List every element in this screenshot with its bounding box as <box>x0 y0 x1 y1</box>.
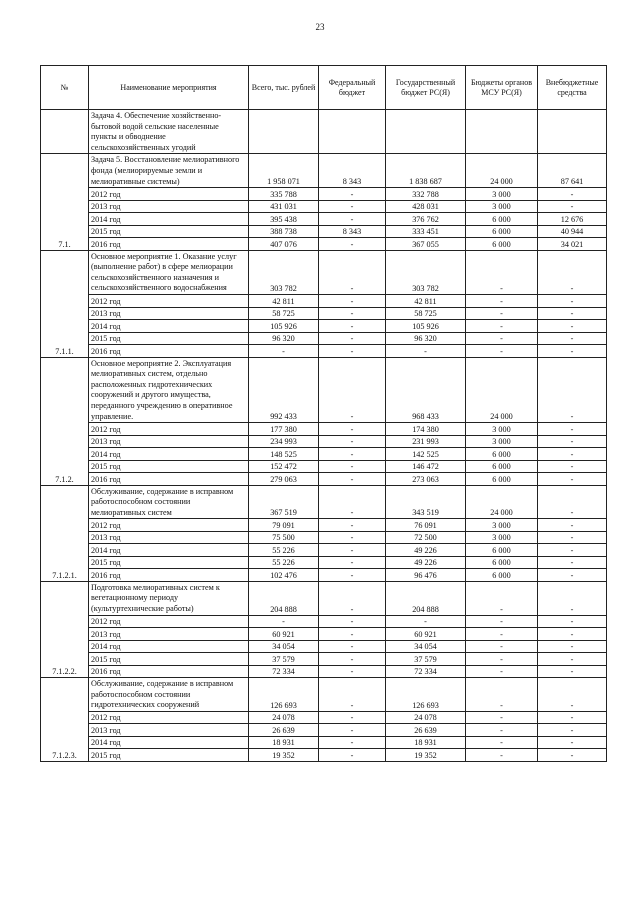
year-msu-cell: - <box>466 736 538 749</box>
year-total-cell: 55 226 <box>249 544 319 557</box>
year-msu-cell: 3 000 <box>466 188 538 201</box>
year-total-cell: 42 811 <box>249 295 319 308</box>
year-extra-cell: - <box>538 556 607 569</box>
year-extra-cell: 12 676 <box>538 213 607 226</box>
year-federal-cell: - <box>319 749 386 762</box>
year-state-cell: 146 472 <box>386 460 466 473</box>
year-total-cell: - <box>249 615 319 628</box>
year-total-cell: 72 334 <box>249 665 319 678</box>
year-row <box>41 345 607 358</box>
year-label: 2013 год <box>89 435 249 448</box>
year-total-cell: 58 725 <box>249 307 319 320</box>
year-label: 2013 год <box>89 531 249 544</box>
year-state-cell: 34 054 <box>386 640 466 653</box>
year-total-cell: 37 579 <box>249 653 319 666</box>
block-msu-cell: 24 000 <box>466 485 538 519</box>
year-federal-cell: - <box>319 448 386 461</box>
year-row <box>41 307 607 320</box>
header-num: № <box>41 66 89 110</box>
year-state-cell: 49 226 <box>386 556 466 569</box>
year-msu-cell: 6 000 <box>466 569 538 582</box>
year-federal-cell: - <box>319 213 386 226</box>
year-msu-cell: - <box>466 332 538 345</box>
year-federal-cell: - <box>319 736 386 749</box>
year-label: 2013 год <box>89 307 249 320</box>
year-extra-cell: - <box>538 332 607 345</box>
year-state-cell: 273 063 <box>386 473 466 486</box>
year-state-cell: 174 380 <box>386 423 466 436</box>
year-row <box>41 448 607 461</box>
year-federal-cell: - <box>319 473 386 486</box>
year-msu-cell: 3 000 <box>466 519 538 532</box>
year-row <box>41 724 607 737</box>
year-label: 2013 год <box>89 200 249 213</box>
year-msu-cell: - <box>466 665 538 678</box>
year-extra-cell: - <box>538 435 607 448</box>
year-extra-cell: - <box>538 473 607 486</box>
year-total-cell: 105 926 <box>249 320 319 333</box>
year-total-cell: 395 438 <box>249 213 319 226</box>
year-federal-cell: - <box>319 665 386 678</box>
year-label: 2012 год <box>89 615 249 628</box>
year-msu-cell: - <box>466 307 538 320</box>
year-label: 2014 год <box>89 544 249 557</box>
year-row <box>41 188 607 201</box>
year-extra-cell: - <box>538 519 607 532</box>
year-state-cell: 96 476 <box>386 569 466 582</box>
year-federal-cell: - <box>319 200 386 213</box>
year-row <box>41 225 607 238</box>
year-row <box>41 519 607 532</box>
block-number: 7.1.2.3. <box>41 678 89 762</box>
year-msu-cell: 6 000 <box>466 448 538 461</box>
block-row <box>41 581 607 615</box>
block-name: Задача 5. Восстановление мелиоративного фонда (мелиорируемые земли и мелиоративные системы) <box>89 154 249 188</box>
block-state-cell: 204 888 <box>386 581 466 615</box>
year-extra-cell: - <box>538 295 607 308</box>
year-label: 2015 год <box>89 225 249 238</box>
year-label: 2016 год <box>89 345 249 358</box>
year-msu-cell: - <box>466 628 538 641</box>
year-state-cell: 105 926 <box>386 320 466 333</box>
year-extra-cell: - <box>538 569 607 582</box>
year-row <box>41 238 607 251</box>
year-total-cell: 18 931 <box>249 736 319 749</box>
year-extra-cell: - <box>538 653 607 666</box>
block-name: Обслуживание, содержание в исправном работоспособном состоянии мелиоративных систем <box>89 485 249 519</box>
year-total-cell: 26 639 <box>249 724 319 737</box>
year-msu-cell: 6 000 <box>466 213 538 226</box>
year-msu-cell: 6 000 <box>466 556 538 569</box>
block-state-cell: 968 433 <box>386 357 466 423</box>
year-extra-cell: - <box>538 307 607 320</box>
year-msu-cell: - <box>466 320 538 333</box>
block-federal-cell: - <box>319 485 386 519</box>
year-label: 2015 год <box>89 460 249 473</box>
year-msu-cell: 3 000 <box>466 531 538 544</box>
year-row <box>41 556 607 569</box>
block-name: Обслуживание, содержание в исправном работоспособном состоянии гидротехнических сооружений <box>89 678 249 712</box>
year-state-cell: 18 931 <box>386 736 466 749</box>
block-state-cell: 343 519 <box>386 485 466 519</box>
year-federal-cell: - <box>319 544 386 557</box>
year-extra-cell: - <box>538 448 607 461</box>
year-federal-cell: - <box>319 569 386 582</box>
year-msu-cell: - <box>466 615 538 628</box>
year-label: 2012 год <box>89 711 249 724</box>
block-row <box>41 250 607 294</box>
task4-row <box>41 110 607 154</box>
year-label: 2014 год <box>89 736 249 749</box>
block-extra-cell: - <box>538 581 607 615</box>
block-name: Основное мероприятие 1. Оказание услуг (выполнение работ) в сфере мелиорации сельскохозяйственного назначения и сельскохозяйственного водоснабжения <box>89 250 249 294</box>
year-msu-cell: 3 000 <box>466 423 538 436</box>
header-state: Государственный бюджет РС(Я) <box>386 66 466 110</box>
year-label: 2015 год <box>89 749 249 762</box>
year-row <box>41 213 607 226</box>
year-federal-cell: - <box>319 295 386 308</box>
year-total-cell: 407 076 <box>249 238 319 251</box>
block-number: 7.1. <box>41 154 89 250</box>
table-body <box>41 110 607 762</box>
year-federal-cell: - <box>319 307 386 320</box>
year-extra-cell: - <box>538 628 607 641</box>
header-federal: Федеральный бюджет <box>319 66 386 110</box>
year-extra-cell: - <box>538 460 607 473</box>
year-msu-cell: 6 000 <box>466 544 538 557</box>
block-row <box>41 678 607 712</box>
block-extra-cell: - <box>538 250 607 294</box>
year-federal-cell: - <box>319 711 386 724</box>
year-state-cell: 333 451 <box>386 225 466 238</box>
year-state-cell: 376 762 <box>386 213 466 226</box>
year-extra-cell: - <box>538 188 607 201</box>
year-state-cell: 428 031 <box>386 200 466 213</box>
block-msu-cell: 24 000 <box>466 357 538 423</box>
year-row <box>41 320 607 333</box>
year-state-cell: 58 725 <box>386 307 466 320</box>
year-label: 2014 год <box>89 213 249 226</box>
year-state-cell: 72 500 <box>386 531 466 544</box>
budget-table <box>40 65 607 762</box>
year-label: 2015 год <box>89 556 249 569</box>
year-label: 2015 год <box>89 653 249 666</box>
year-federal-cell: - <box>319 435 386 448</box>
year-state-cell: 367 055 <box>386 238 466 251</box>
year-state-cell: 142 525 <box>386 448 466 461</box>
year-total-cell: - <box>249 345 319 358</box>
year-label: 2014 год <box>89 448 249 461</box>
year-msu-cell: 3 000 <box>466 435 538 448</box>
year-row <box>41 460 607 473</box>
year-state-cell: 96 320 <box>386 332 466 345</box>
year-federal-cell: - <box>319 188 386 201</box>
year-extra-cell: - <box>538 531 607 544</box>
year-label: 2013 год <box>89 628 249 641</box>
header-extra: Внебюджетные средства <box>538 66 607 110</box>
year-total-cell: 79 091 <box>249 519 319 532</box>
block-msu-cell: - <box>466 678 538 712</box>
year-federal-cell: - <box>319 423 386 436</box>
year-row <box>41 544 607 557</box>
year-extra-cell: - <box>538 345 607 358</box>
year-row <box>41 531 607 544</box>
block-msu-cell: - <box>466 250 538 294</box>
block-federal-cell: - <box>319 678 386 712</box>
year-extra-cell: - <box>538 423 607 436</box>
year-total-cell: 34 054 <box>249 640 319 653</box>
year-label: 2012 год <box>89 295 249 308</box>
year-row <box>41 749 607 762</box>
year-extra-cell: - <box>538 544 607 557</box>
year-state-cell: 49 226 <box>386 544 466 557</box>
year-federal-cell: - <box>319 460 386 473</box>
year-extra-cell: - <box>538 640 607 653</box>
block-extra-cell: - <box>538 357 607 423</box>
year-federal-cell: - <box>319 238 386 251</box>
year-label: 2016 год <box>89 569 249 582</box>
year-extra-cell: - <box>538 736 607 749</box>
year-state-cell: 76 091 <box>386 519 466 532</box>
year-label: 2014 год <box>89 320 249 333</box>
block-name: Подготовка мелиоративных систем к вегетационному периоду (культуртехнические работы) <box>89 581 249 615</box>
year-state-cell: 26 639 <box>386 724 466 737</box>
table-header-row <box>41 66 607 110</box>
block-state-cell: 303 782 <box>386 250 466 294</box>
year-row <box>41 653 607 666</box>
year-msu-cell: - <box>466 345 538 358</box>
page-number: 23 <box>315 22 325 32</box>
task4-title: Задача 4. Обеспечение хозяйственно-бытовой водой сельские населенные пункты и обводнение сельскохозяйственных угодий <box>89 110 249 154</box>
year-msu-cell: 6 000 <box>466 460 538 473</box>
header-msu: Бюджеты органов МСУ РС(Я) <box>466 66 538 110</box>
year-row <box>41 435 607 448</box>
block-state-cell: 1 838 687 <box>386 154 466 188</box>
year-federal-cell: - <box>319 653 386 666</box>
year-label: 2015 год <box>89 332 249 345</box>
block-row <box>41 357 607 423</box>
year-state-cell: 37 579 <box>386 653 466 666</box>
year-label: 2013 год <box>89 724 249 737</box>
year-federal-cell: 8 343 <box>319 225 386 238</box>
year-row <box>41 640 607 653</box>
block-number: 7.1.1. <box>41 250 89 357</box>
block-total-cell: 1 958 071 <box>249 154 319 188</box>
year-total-cell: 335 788 <box>249 188 319 201</box>
block-number: 7.1.2.1. <box>41 485 89 581</box>
year-total-cell: 431 031 <box>249 200 319 213</box>
block-federal-cell: - <box>319 357 386 423</box>
year-row <box>41 736 607 749</box>
block-total-cell: 204 888 <box>249 581 319 615</box>
year-extra-cell: 34 021 <box>538 238 607 251</box>
year-total-cell: 55 226 <box>249 556 319 569</box>
block-total-cell: 126 693 <box>249 678 319 712</box>
block-federal-cell: - <box>319 250 386 294</box>
year-row <box>41 711 607 724</box>
year-federal-cell: - <box>319 724 386 737</box>
year-federal-cell: - <box>319 519 386 532</box>
year-row <box>41 200 607 213</box>
year-total-cell: 152 472 <box>249 460 319 473</box>
block-extra-cell: - <box>538 485 607 519</box>
year-msu-cell: - <box>466 711 538 724</box>
year-state-cell: 332 788 <box>386 188 466 201</box>
year-state-cell: - <box>386 345 466 358</box>
year-federal-cell: - <box>319 615 386 628</box>
header-total: Всего, тыс. рублей <box>249 66 319 110</box>
year-federal-cell: - <box>319 531 386 544</box>
year-msu-cell: - <box>466 653 538 666</box>
year-msu-cell: 6 000 <box>466 238 538 251</box>
block-federal-cell: 8 343 <box>319 154 386 188</box>
year-row <box>41 473 607 486</box>
year-federal-cell: - <box>319 345 386 358</box>
year-state-cell: - <box>386 615 466 628</box>
year-extra-cell: - <box>538 724 607 737</box>
year-label: 2012 год <box>89 519 249 532</box>
year-total-cell: 24 078 <box>249 711 319 724</box>
year-msu-cell: - <box>466 295 538 308</box>
block-federal-cell: - <box>319 581 386 615</box>
year-row <box>41 423 607 436</box>
year-state-cell: 72 334 <box>386 665 466 678</box>
year-label: 2016 год <box>89 238 249 251</box>
year-extra-cell: - <box>538 200 607 213</box>
block-row <box>41 485 607 519</box>
block-total-cell: 992 433 <box>249 357 319 423</box>
block-row <box>41 154 607 188</box>
block-extra-cell: 87 641 <box>538 154 607 188</box>
year-extra-cell: - <box>538 320 607 333</box>
year-row <box>41 665 607 678</box>
year-extra-cell: - <box>538 711 607 724</box>
year-total-cell: 75 500 <box>249 531 319 544</box>
block-total-cell: 303 782 <box>249 250 319 294</box>
year-extra-cell: 40 944 <box>538 225 607 238</box>
year-state-cell: 19 352 <box>386 749 466 762</box>
block-state-cell: 126 693 <box>386 678 466 712</box>
year-total-cell: 148 525 <box>249 448 319 461</box>
year-msu-cell: 6 000 <box>466 225 538 238</box>
block-extra-cell: - <box>538 678 607 712</box>
year-total-cell: 177 380 <box>249 423 319 436</box>
year-msu-cell: - <box>466 640 538 653</box>
year-label: 2016 год <box>89 473 249 486</box>
year-total-cell: 279 063 <box>249 473 319 486</box>
year-row <box>41 295 607 308</box>
year-msu-cell: 6 000 <box>466 473 538 486</box>
year-state-cell: 24 078 <box>386 711 466 724</box>
year-row <box>41 628 607 641</box>
year-msu-cell: 3 000 <box>466 200 538 213</box>
year-total-cell: 388 738 <box>249 225 319 238</box>
year-label: 2016 год <box>89 665 249 678</box>
block-number: 7.1.2. <box>41 357 89 485</box>
year-federal-cell: - <box>319 320 386 333</box>
block-msu-cell: 24 000 <box>466 154 538 188</box>
year-extra-cell: - <box>538 749 607 762</box>
year-federal-cell: - <box>319 332 386 345</box>
year-label: 2014 год <box>89 640 249 653</box>
year-row <box>41 615 607 628</box>
block-name: Основное мероприятие 2. Эксплуатация мелиоративных систем, отдельно расположенных гидротехнических сооружений и другого имущества, переданного учреждению в оперативное управление. <box>89 357 249 423</box>
year-label: 2012 год <box>89 188 249 201</box>
year-state-cell: 231 993 <box>386 435 466 448</box>
year-label: 2012 год <box>89 423 249 436</box>
block-msu-cell: - <box>466 581 538 615</box>
year-total-cell: 60 921 <box>249 628 319 641</box>
year-msu-cell: - <box>466 724 538 737</box>
year-total-cell: 102 476 <box>249 569 319 582</box>
year-msu-cell: - <box>466 749 538 762</box>
year-federal-cell: - <box>319 640 386 653</box>
year-federal-cell: - <box>319 556 386 569</box>
year-extra-cell: - <box>538 665 607 678</box>
year-total-cell: 234 993 <box>249 435 319 448</box>
block-total-cell: 367 519 <box>249 485 319 519</box>
year-state-cell: 42 811 <box>386 295 466 308</box>
year-extra-cell: - <box>538 615 607 628</box>
block-number: 7.1.2.2. <box>41 581 89 677</box>
year-state-cell: 60 921 <box>386 628 466 641</box>
header-name: Наименование мероприятия <box>89 66 249 110</box>
year-row <box>41 332 607 345</box>
year-row <box>41 569 607 582</box>
year-total-cell: 96 320 <box>249 332 319 345</box>
year-total-cell: 19 352 <box>249 749 319 762</box>
year-federal-cell: - <box>319 628 386 641</box>
task4-num-cell <box>41 110 89 154</box>
